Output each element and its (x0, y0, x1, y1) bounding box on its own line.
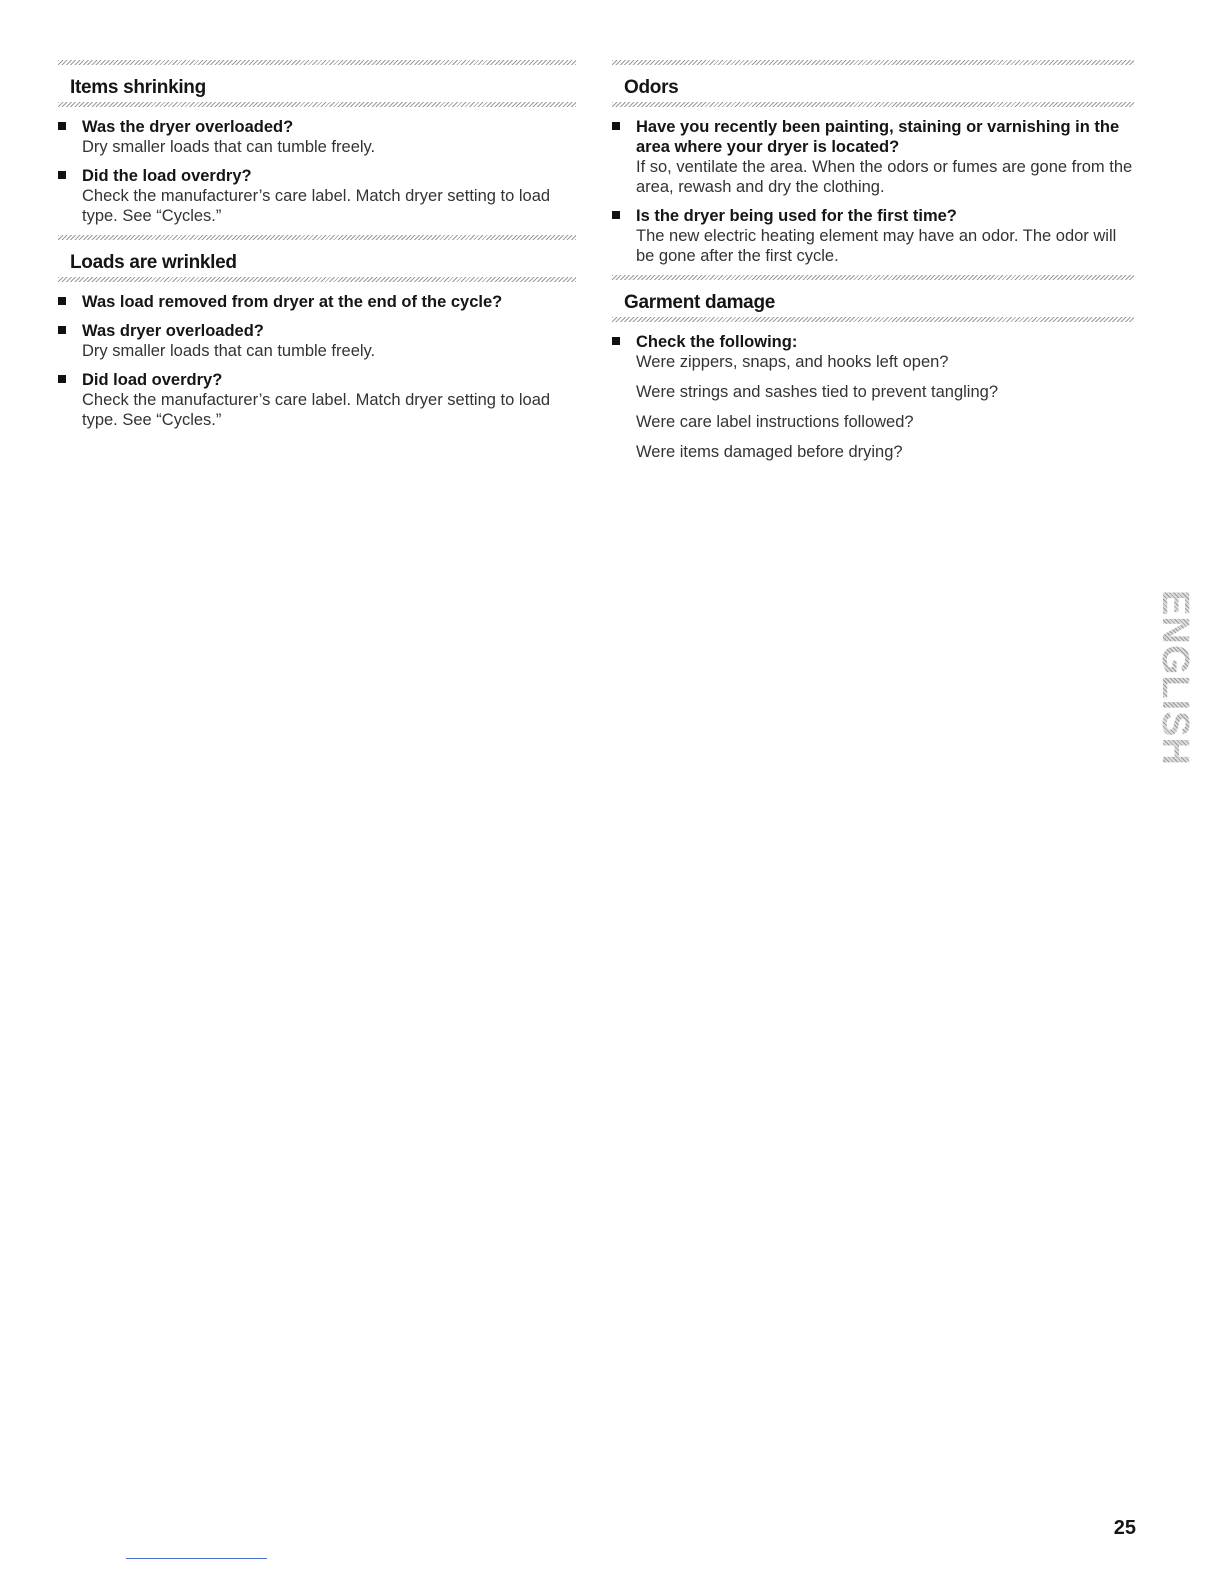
section-divider (612, 60, 1134, 65)
section-divider (58, 60, 576, 65)
section-garment-damage (612, 275, 1134, 462)
item-question: Was dryer overloaded? (82, 322, 264, 340)
footer-rule (126, 1558, 267, 1559)
section-loads-wrinkled (58, 235, 576, 430)
bullet-icon (58, 297, 66, 305)
bullet-icon (58, 171, 66, 179)
item-answer: Dry smaller loads that can tumble freely. (82, 138, 376, 156)
list-item (612, 206, 1134, 266)
item-answer: If so, ventilate the area. When the odors or fumes are gone from the area, rewash and dry the clothing. (636, 158, 1133, 196)
left-column (58, 60, 576, 439)
section-divider (612, 317, 1134, 322)
language-side-tab (1154, 564, 1196, 792)
bullet-icon (612, 122, 620, 130)
item-answer: Were strings and sashes tied to prevent tangling? (636, 383, 998, 401)
list-item (58, 117, 576, 157)
item-answer: The new electric heating element may have an odor. The odor will be gone after the first cycle. (636, 227, 1117, 265)
section-divider (612, 275, 1134, 280)
section-title: Garment damage (624, 292, 776, 313)
list-item (612, 117, 1134, 197)
section-title: Items shrinking (70, 77, 206, 98)
item-question: Did load overdry? (82, 371, 223, 389)
page-number: 25 (1113, 1517, 1136, 1539)
item-question: Did the load overdry? (82, 167, 252, 185)
item-question: Is the dryer being used for the first time? (636, 207, 957, 225)
section-items-shrinking (58, 60, 576, 226)
item-answer: Check the manufacturer’s care label. Match dryer setting to load type. See “Cycles.” (82, 391, 551, 429)
item-question: Was load removed from dryer at the end of the cycle? (82, 293, 503, 311)
item-answer: Check the manufacturer’s care label. Match dryer setting to load type. See “Cycles.” (82, 187, 551, 225)
list-item (58, 321, 576, 361)
section-title: Loads are wrinkled (70, 252, 237, 273)
item-answer: Were care label instructions followed? (636, 413, 914, 431)
list-item (58, 370, 576, 430)
list-item (58, 166, 576, 226)
item-list (58, 292, 576, 430)
bullet-icon (612, 211, 620, 219)
section-odors (612, 60, 1134, 266)
bullet-icon (58, 326, 66, 334)
side-tab-label: ENGLISH (1154, 590, 1196, 766)
right-column (612, 60, 1134, 471)
item-answer: Were items damaged before drying? (636, 443, 903, 461)
section-title: Odors (624, 77, 679, 98)
item-question: Was the dryer overloaded? (82, 118, 294, 136)
item-answer: Were zippers, snaps, and hooks left open? (636, 353, 949, 371)
section-divider (58, 277, 576, 282)
item-answer: Dry smaller loads that can tumble freely. (82, 342, 376, 360)
section-divider (58, 235, 576, 240)
section-divider (612, 102, 1134, 107)
list-item (612, 332, 1134, 462)
item-list (612, 332, 1134, 462)
item-list (58, 117, 576, 226)
item-list (612, 117, 1134, 266)
section-divider (58, 102, 576, 107)
item-question: Check the following: (636, 333, 798, 351)
item-question: Have you recently been painting, staining or varnishing in the area where your dryer is located? (636, 118, 1120, 156)
bullet-icon (58, 122, 66, 130)
bullet-icon (612, 337, 620, 345)
list-item (58, 292, 576, 312)
bullet-icon (58, 375, 66, 383)
